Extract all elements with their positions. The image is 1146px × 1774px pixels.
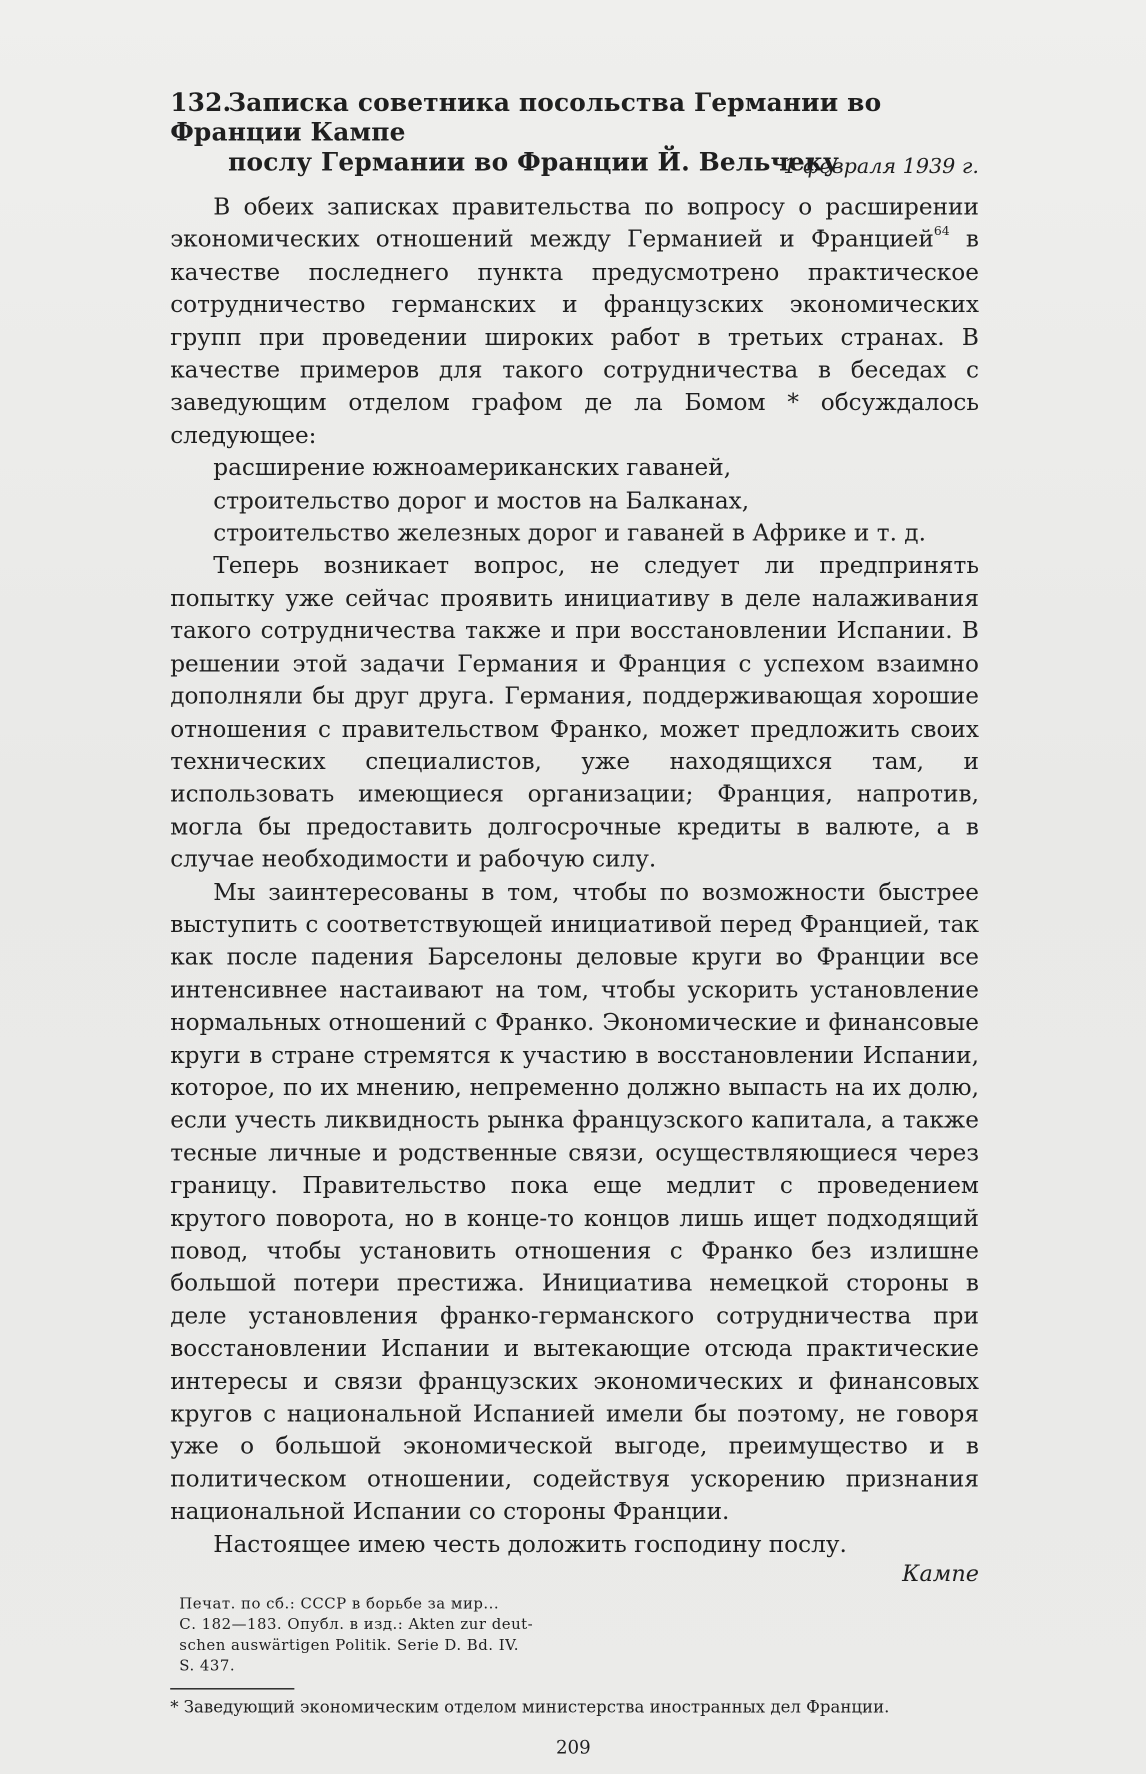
- source-line: S. 437.: [178, 1657, 235, 1675]
- list-item-1: расширение южноамериканских гаваней,: [212, 453, 731, 482]
- paragraph-3: Мы заинтересованы в том, чтобы по возможности быстрее выступить с соответствующей инициативой перед Францией, так как после падения Барселоны деловые круги во Франции все интенсивнее настаивают на том, чтобы ускорить установление нормальных отношений с Франко. Экономические и финансовые круги в стране стремятся к участию в восстановлении Испании, которое, по их мнению, непременно должно выпасть на их долю, если учесть ликвидность рынка французского капитала, а также тесные личные и родственные связи, осуществляющиеся через границу. Правительство пока еще медлит с проведением крутого поворота, но в конце-то концов лишь ищет подходящий повод, чтобы установить отношения с Франко без излишне большой потери престижа. Инициатива немецкой стороны в деле установления франко-германского сотрудничества при восстановлении Испании и вытекающие отсюда практические интересы и связи французских экономических и финансовых кругов с национальной Испанией имели бы поэтому, не говоря уже о большой экономической выгоде, преимущество и в политическом отношении, содействуя ускорению признания национальной Испании со стороны Франции.: [169, 877, 979, 1526]
- paragraph-1-text-a: В обеих записках правительства по вопросу о расширении экономических отношений между Германией и Францией: [169, 192, 979, 253]
- endnote-ref-64: 64: [933, 223, 950, 239]
- document-body: [170, 190, 979, 1560]
- paragraph-4: Настоящее имею честь доложить господину послу.: [212, 1530, 847, 1558]
- title-line-1: Записка советника посольства Германии во Франции Кампе: [169, 88, 881, 148]
- source-line: schen auswärtigen Politik. Serie D. Bd. IV.: [178, 1636, 519, 1654]
- paragraph-2: Теперь возникает вопрос, не следует ли предпринять попытку уже сейчас проявить инициативу в деле налаживания такого сотрудничества также и при восстановлении Испании. В решении этой задачи Германия и Франция с успехом взаимно дополняли бы друг друга. Германия, поддерживающая хорошие отношения с правительством Франко, может предложить своих технических специалистов, уже находящихся там, и использовать имеющиеся организации; Франция, напротив, могла бы предоставить долгосрочные кредиты в валюте, а в случае необходимости и рабочую силу.: [169, 551, 979, 873]
- title-line-2: послу Германии во Франции Й. Вельчеку: [227, 148, 839, 178]
- footnote: * Заведующий экономическим отделом министерства иностранных дел Франции.: [169, 1697, 890, 1717]
- list-item-2: строительство дорог и мостов на Балканах,: [212, 486, 749, 514]
- footnote-divider: [170, 1688, 294, 1690]
- paragraph-1-text-c: обсуждалось следующее:: [169, 388, 979, 449]
- page-number: 209: [555, 1737, 591, 1759]
- source-line: С. 182—183. Опубл. в изд.: Akten zur deut-: [178, 1615, 533, 1634]
- document-date: 1 февраля 1939 г.: [783, 153, 979, 178]
- paragraph-1-text-b: в качестве последнего пункта предусмотрено практическое сотрудничество германских и французских экономических групп при проведении широких работ в третьих странах. В качестве примеров для такого сотрудничества в беседах с заведующим отделом графом де ла Бомом: [169, 225, 979, 416]
- paragraph-1: [170, 190, 979, 451]
- source-line: Печат. по сб.: СССР в борьбе за мир...: [178, 1595, 499, 1613]
- signature: Кампе: [901, 1561, 979, 1587]
- document-number: 132.: [169, 88, 232, 118]
- list-item-3: строительство железных дорог и гаваней в Африке и т. д.: [212, 519, 926, 547]
- footnote-marker: *: [786, 388, 799, 416]
- source-note: [179, 1594, 535, 1677]
- heading-line-1: [170, 89, 979, 149]
